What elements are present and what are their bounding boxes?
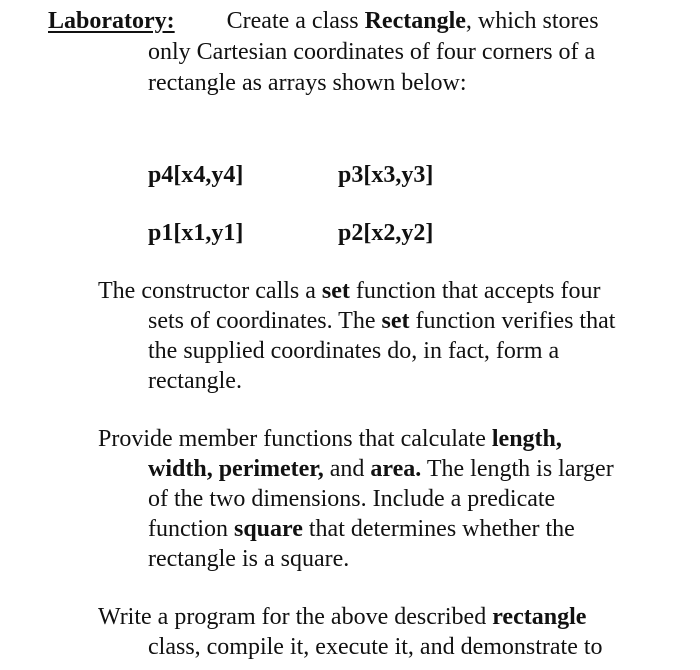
members-line-3: of the two dimensions. Include a predicate (148, 486, 556, 512)
program-line-1 (98, 602, 586, 632)
intro-text-post: , which stores (465, 8, 599, 34)
text: sets of coordinates. The (148, 308, 382, 334)
laboratory-line-1 (48, 6, 599, 36)
members-line-1 (98, 424, 562, 454)
constructor-line-1 (98, 276, 600, 306)
laboratory-line-3: rectangle as arrays shown below: (148, 70, 467, 96)
coordinate-p3: p3[x3,y3] (338, 162, 434, 188)
intro-text: Create a class (226, 8, 365, 34)
members-line-4 (148, 514, 575, 544)
text: The length is larger (421, 456, 614, 482)
members-line-5: rectangle is a square. (148, 546, 350, 572)
text: that determines whether the (302, 516, 575, 542)
coordinate-p2: p2[x2,y2] (338, 220, 434, 246)
members-line-2 (148, 454, 614, 484)
program-line-2: class, compile it, execute it, and demonstrate to (148, 634, 603, 660)
keyword-set: set (381, 308, 410, 334)
text: Provide member functions that calculate (98, 426, 492, 452)
keyword-width-perimeter: width, perimeter, (148, 456, 324, 482)
laboratory-line-2: only Cartesian coordinates of four corners of a (148, 39, 596, 65)
constructor-line-4: rectangle. (148, 368, 242, 394)
constructor-line-2 (148, 306, 615, 336)
keyword-square: square (233, 516, 303, 542)
text: The constructor calls a (98, 278, 322, 304)
laboratory-heading: Laboratory: (48, 8, 175, 34)
text: function that accepts four (349, 278, 601, 304)
coordinate-p1: p1[x1,y1] (148, 220, 244, 246)
keyword-rectangle: rectangle (492, 604, 587, 630)
text: and (323, 456, 371, 482)
constructor-line-3: the supplied coordinates do, in fact, form a (148, 338, 560, 364)
coordinate-p4: p4[x4,y4] (148, 162, 244, 188)
keyword-area: area. (370, 456, 422, 482)
text: Write a program for the above described (98, 604, 493, 630)
class-name-rectangle: Rectangle (364, 8, 466, 34)
keyword-set: set (321, 278, 350, 304)
keyword-length: length, (491, 426, 562, 452)
text: function (148, 516, 234, 542)
text: function verifies that (409, 308, 616, 334)
